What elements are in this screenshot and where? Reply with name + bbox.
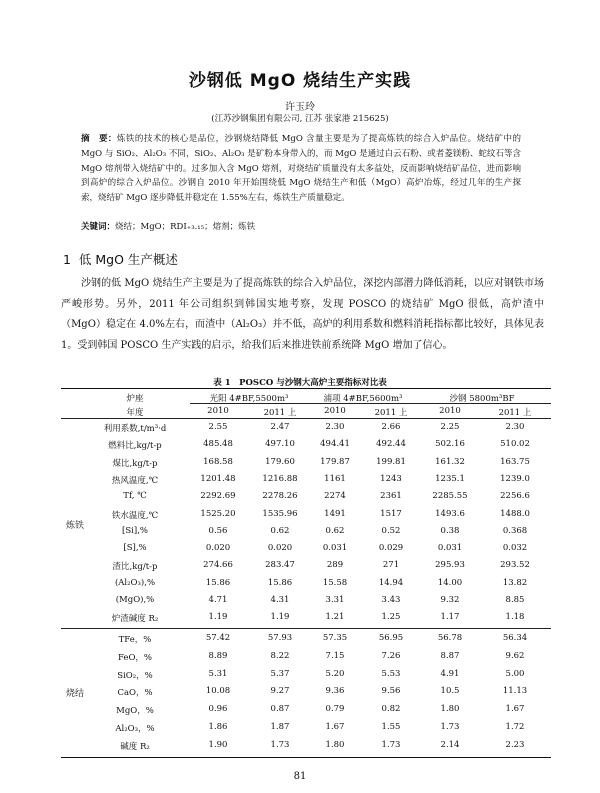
table-cell: 13.82: [502, 577, 528, 588]
table-year-header: 2011 上: [263, 408, 297, 418]
table-cell: 274.66: [203, 560, 233, 571]
table-caption: 表 1 POSCO 与沙钢大高炉主要指标对比表: [213, 378, 387, 388]
table-cell: 0.032: [502, 543, 528, 554]
table-row-label: 煤比,kg/t-p: [112, 458, 158, 469]
table-cell: 15.86: [205, 577, 231, 588]
table-cell: 57.93: [267, 633, 293, 643]
table-cell: 494.41: [320, 439, 350, 450]
keywords-label: 关键词：: [81, 222, 116, 232]
table-cell: 492.44: [376, 439, 406, 450]
table-cell: 56.34: [502, 633, 528, 643]
table-cell: 295.93: [435, 560, 465, 571]
table-year-header: 2010: [207, 406, 229, 416]
table-cell: 2256.6: [500, 491, 530, 502]
table-cell: 0.62: [270, 525, 290, 536]
table-row-label: 渣比,kg/t-p: [112, 562, 158, 573]
table-cell: 15.86: [267, 577, 293, 588]
table-row-label: MgO，%: [116, 706, 154, 717]
table-year-header: 2010: [324, 406, 346, 416]
table-cell: 5.20: [325, 668, 345, 679]
table-top-rule: [61, 388, 551, 389]
table-cell: 0.029: [378, 543, 404, 554]
table-row-label: [Si],%: [122, 525, 148, 536]
table-cell: 10.08: [205, 686, 231, 697]
table-cell: 9.36: [325, 686, 345, 697]
table-cell: 0.031: [322, 543, 348, 554]
table-year-header: 2011 上: [498, 408, 532, 418]
table-row-label: TFe，%: [118, 635, 152, 645]
table-cell: 2285.55: [432, 491, 468, 502]
table-row-label: [S],%: [123, 543, 147, 554]
abstract-label: 摘 要：: [81, 134, 117, 144]
table-row-label: CaO，%: [117, 688, 153, 699]
table-row-label: FeO，%: [117, 652, 153, 663]
table-cell: 2.23: [505, 739, 525, 750]
table-row-label: 炉渣碱度 R₂: [111, 614, 159, 625]
page-number: 81: [293, 771, 307, 782]
table-cell: 1.67: [505, 704, 525, 715]
table-year-header: 2010: [439, 406, 461, 416]
paper-author: 许玉玲: [285, 102, 315, 113]
table-header-rule: [61, 418, 551, 419]
table-cell: 1.67: [325, 722, 345, 732]
paper-title: 沙钢低 MgO 烧结生产实践: [188, 71, 412, 91]
section-title: 低 MgO 生产概述: [78, 252, 178, 267]
table-cell: 3.43: [381, 595, 401, 605]
table-group-header: 光阳 4#BF,5500m³: [209, 394, 289, 404]
table-cell: 9.62: [505, 650, 525, 661]
table-cell: 510.02: [500, 439, 530, 450]
table-year-label: 年度: [126, 408, 144, 418]
table-cell: 2.47: [270, 422, 290, 432]
table-cell: 293.52: [500, 560, 530, 571]
table-cell: 0.020: [267, 543, 293, 554]
table-cell: 1.73: [381, 739, 401, 750]
table-cell: 2.55: [208, 422, 228, 432]
table-cell: 2.30: [325, 422, 345, 432]
table-row-label: 热风温度,℃: [111, 475, 159, 486]
table-cell: 8.22: [270, 650, 290, 661]
table-cell: 0.020: [205, 543, 231, 554]
table-row-label: 燃料比,kg/t-p: [108, 441, 162, 452]
table-cell: 56.78: [437, 633, 463, 643]
table-cell: 5.00: [505, 668, 525, 679]
table-row-label: 碱度 R₂: [120, 741, 150, 752]
table-group-header: 沙钢 5800m³BF: [449, 394, 515, 404]
table-cell: 1.18: [505, 612, 525, 623]
table-cell: 271: [382, 560, 400, 571]
keywords: [81, 220, 521, 232]
table-bottom-rule: [61, 757, 551, 758]
table-cell: 0.79: [325, 704, 345, 715]
section-sinter-label: 烧结: [66, 689, 85, 699]
table-cell: 1161: [324, 473, 346, 484]
table-cell: 1239.0: [500, 473, 530, 484]
table-cell: 0.96: [208, 704, 228, 715]
table-cell: 4.31: [270, 595, 290, 605]
table-cell: 4.71: [208, 595, 228, 605]
table-cell: 1.25: [381, 612, 401, 623]
table-section-rule: [61, 628, 551, 629]
table-row-label: SiO₂，%: [117, 670, 153, 681]
table-cell: 5.37: [270, 668, 290, 679]
table-row-label: Al₂O₃，%: [115, 724, 155, 734]
table-cell: 9.56: [381, 686, 401, 697]
table-cell: 1.19: [208, 612, 228, 623]
table-cell: 1.80: [440, 704, 460, 715]
table-cell: 56.95: [378, 633, 404, 643]
table-row-label: (MgO),%: [115, 595, 155, 605]
table-cell: 7.26: [381, 650, 401, 661]
table-cell: 2361: [380, 491, 402, 502]
table-cell: 2.25: [440, 422, 460, 432]
abstract: [81, 132, 521, 206]
table-cell: 0.031: [437, 543, 463, 554]
table-cell: 1491: [324, 508, 346, 519]
table-cell: 1525.20: [200, 508, 236, 519]
table-cell: 1.21: [325, 612, 345, 623]
table-cell: 0.82: [381, 704, 401, 715]
table-cell: 5.31: [208, 668, 228, 679]
table-cell: 14.00: [437, 577, 463, 588]
table-cell: 15.58: [322, 577, 348, 588]
table-cell: 497.10: [265, 439, 295, 450]
table-cell: 199.81: [376, 456, 406, 467]
table-cell: 1.80: [325, 739, 345, 750]
table-cell: 0.87: [270, 704, 290, 715]
table-cell: 3.31: [325, 595, 345, 605]
table-cell: 0.62: [325, 525, 345, 536]
paper-affiliation: (江苏沙钢集团有限公司, 江苏 张家港 215625): [211, 114, 389, 124]
table-group-rule: [190, 403, 551, 404]
table-cell: 502.16: [435, 439, 465, 450]
table-cell: 0.56: [208, 525, 228, 536]
table-cell: 1.73: [270, 739, 290, 750]
section-ironmaking-label: 炼铁: [66, 521, 85, 531]
table-cell: 11.13: [502, 686, 528, 697]
table-cell: 1.87: [270, 722, 290, 732]
table-cell: 485.48: [203, 439, 233, 450]
table-cell: 7.15: [325, 650, 345, 661]
table-cell: 2278.26: [262, 491, 298, 502]
table-cell: 179.60: [265, 456, 295, 467]
table-cell: 57.35: [322, 633, 348, 643]
table-cell: 1216.88: [262, 473, 298, 484]
table-row-label: (Al₂O₃),%: [114, 577, 156, 588]
table-cell: 163.75: [500, 456, 530, 467]
table-cell: 4.91: [440, 668, 460, 679]
table-cell: 8.87: [440, 650, 460, 661]
table-cell: 289: [326, 560, 344, 571]
table-cell: 14.94: [378, 577, 404, 588]
table-row-label: 利用系数,t/m³·d: [103, 424, 167, 434]
section-heading: [63, 250, 178, 268]
table-group-header: 浦项 4#BF,5600m³: [323, 394, 403, 404]
table-cell: 2274: [324, 491, 346, 502]
table-cell: 1243: [380, 473, 402, 484]
table-cell: 1535.96: [262, 508, 298, 519]
abstract-text: 炼铁的技术的核心是品位，沙钢烧结降低 MgO 含量主要是为了提高炼铁的综合入炉品位。烧结矿中的 MgO 与 SiO₂、Al₂O₃ 不同，SiO₂、Al₂O₃ 是矿粉本身带入的，而 MgO 是通过白云石粉、或者菱镁粉、蛇纹石等含 MgO 熔剂带入烧结矿中的。过多加入含 MgO 熔剂，对烧结矿质量没有太多益处，反而影响烧结矿品位，进而影响到高炉的综合入炉品位。沙钢自 2010 年开始围绕低 MgO 烧结生产和低（MgO）高炉冶炼，经过几年的生产探索，烧结矿 MgO 逐步降低并稳定在 1.55%左右，炼铁生产质量稳定。: [81, 134, 521, 204]
table-cell: 1488.0: [500, 508, 530, 519]
table-cell: 57.42: [205, 633, 231, 643]
table-cell: 9.27: [270, 686, 290, 697]
table-cell: 179.87: [320, 456, 350, 467]
table-row-label: Tf, ℃: [123, 491, 147, 502]
table-year-header: 2011 上: [374, 408, 408, 418]
table-row-label: 铁水温度,℃: [111, 510, 159, 521]
table-cell: 2.30: [505, 422, 525, 432]
table-cell: 0.38: [440, 525, 460, 536]
table-cell: 1.55: [381, 722, 401, 732]
table-cell: 2292.69: [200, 491, 236, 502]
table-cell: 1.72: [505, 722, 525, 732]
table-cell: 1.90: [208, 739, 228, 750]
table-cell: 1.73: [440, 722, 460, 732]
table-cell: 1.86: [208, 722, 228, 732]
table-cell: 9.32: [440, 595, 460, 605]
table-cell: 5.53: [381, 668, 401, 679]
table-cell: 2.14: [440, 739, 460, 750]
table-cell: 0.52: [381, 525, 401, 536]
table-cell: 1201.48: [200, 473, 236, 484]
table-cell: 161.32: [435, 456, 465, 467]
body-paragraph: 沙钢的低 MgO 烧结生产主要是为了提高炼铁的综合入炉品位，深挖内部潜力降低消耗，以应对钢铁市场严峻形势。另外，2011 年公司组织到韩国实地考察，发现 POSCO 的烧结矿 MgO 很低，高炉渣中（MgO）稳定在 4.0%左右，而渣中（Al₂O₃）并不低，高炉的利用系数和燃料消耗指标都比较好，具体见表 1。受到韩国 POSCO 生产实践的启示，给我们后来推进铁前系统降 MgO 增加了信心。: [61, 278, 544, 351]
table-cell: 283.47: [265, 560, 295, 571]
table-cell: 2.66: [381, 422, 401, 432]
table-cell: 1.17: [440, 612, 460, 623]
table-cell: 1.19: [270, 612, 290, 623]
table-cell: 8.85: [505, 595, 525, 605]
table-cell: 1493.6: [435, 508, 465, 519]
table-cell: 1517: [380, 508, 402, 519]
table-header-label: 炉座: [126, 394, 144, 404]
table-cell: 1235.1: [435, 473, 465, 484]
keywords-text: 烧结；MgO；RDI₊₃.₁₅；熔剂；炼铁: [115, 222, 256, 232]
table-cell: 168.58: [203, 456, 233, 467]
table-cell: 10.5: [440, 686, 460, 697]
section-number: 1: [63, 252, 71, 267]
table-cell: 8.89: [208, 650, 228, 661]
table-cell: 0.368: [502, 525, 528, 536]
